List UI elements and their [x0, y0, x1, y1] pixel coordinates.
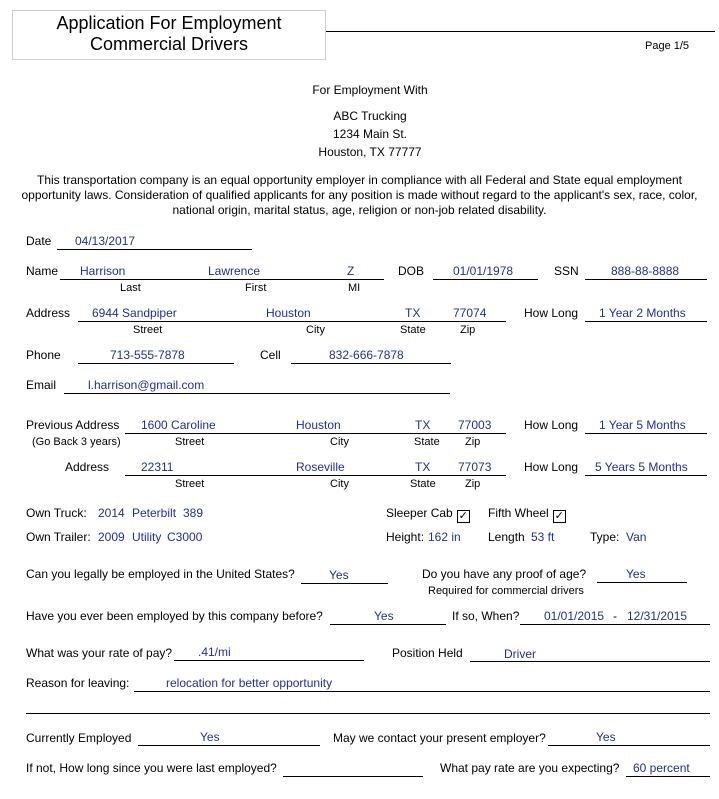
truck-model-field[interactable]: 389: [183, 506, 204, 520]
sleeper-cab-checkbox[interactable]: ✓: [458, 510, 468, 522]
proof-of-age-underline: [597, 582, 687, 583]
proof-of-age-label: Do you have any proof of age?: [422, 567, 587, 581]
prev1-underline: [125, 433, 506, 434]
prev1-zip-field[interactable]: 77003: [458, 418, 492, 432]
previous-address-label: Previous Address: [26, 418, 120, 432]
employer-city-state-zip: Houston, TX 77777: [318, 145, 422, 159]
currently-employed-field[interactable]: Yes: [200, 730, 220, 744]
address-label: Address: [26, 306, 71, 320]
eeo-statement-line1: This transportation company is an equal opportunity employer in compliance with all Federal and State equal employment: [36, 173, 683, 187]
type-field[interactable]: Van: [626, 530, 647, 544]
cell-underline: [291, 363, 451, 364]
prev1-city-field[interactable]: Houston: [296, 418, 341, 432]
address-how-long-underline: [585, 321, 707, 322]
currently-employed-label: Currently Employed: [26, 731, 132, 745]
cell-label: Cell: [260, 348, 281, 362]
prev1-zip-caption: Zip: [465, 436, 481, 448]
prev2-zip-caption: Zip: [465, 478, 481, 490]
reason-for-leaving-underline: [134, 691, 710, 692]
reason-for-leaving-label: Reason for leaving:: [26, 676, 130, 690]
prev2-city-caption: City: [330, 478, 349, 490]
email-field[interactable]: l.harrison@gmail.com: [88, 378, 205, 392]
street-caption: Street: [133, 324, 163, 336]
pay-expecting-underline: [626, 776, 710, 777]
employed-before-label: Have you ever been employed by this company before?: [26, 609, 323, 623]
go-back-note: (Go Back 3 years): [32, 436, 121, 448]
name-underline: [60, 279, 384, 280]
height-label: Height:: [386, 530, 425, 544]
legally-employed-underline: [301, 583, 388, 584]
last-caption: Last: [120, 282, 141, 294]
form-title: Application For Employment: [56, 13, 282, 33]
middle-initial-field[interactable]: Z: [347, 264, 355, 278]
truck-year-field[interactable]: 2014: [98, 506, 125, 520]
form-subtitle: Commercial Drivers: [89, 34, 248, 54]
eeo-statement-line3: national origin, marital status, age, religion or non-job related disability.: [172, 203, 547, 217]
prev1-street-caption: Street: [175, 436, 205, 448]
email-label: Email: [26, 378, 57, 392]
prev1-state-caption: State: [414, 436, 440, 448]
prev2-how-long-field[interactable]: 5 Years 5 Months: [595, 460, 688, 474]
eeo-statement-line2: opportunity laws. Consideration of qualified applicants for any position is made without regard to the applicant's sex, race, color,: [21, 188, 698, 202]
zip-caption: Zip: [460, 324, 476, 336]
address-street-field[interactable]: 6944 Sandpiper: [92, 306, 177, 320]
ssn-label: SSN: [554, 264, 579, 278]
reason-for-leaving-field[interactable]: relocation for better opportunity: [166, 676, 333, 690]
position-held-underline: [470, 661, 710, 662]
first-name-field[interactable]: Lawrence: [208, 264, 261, 278]
state-caption: State: [400, 324, 426, 336]
position-held-label: Position Held: [392, 646, 463, 660]
rate-of-pay-underline: [174, 660, 364, 661]
dob-label: DOB: [398, 264, 425, 278]
ssn-field[interactable]: 888-88-8888: [611, 264, 680, 278]
proof-of-age-note: Required for commercial drivers: [428, 585, 584, 597]
prev1-state-field[interactable]: TX: [415, 418, 431, 432]
prev2-street-field[interactable]: 22311: [141, 460, 174, 474]
address-state-field[interactable]: TX: [405, 306, 421, 320]
trailer-make-field[interactable]: Utility: [132, 530, 162, 544]
length-field[interactable]: 53 ft: [531, 530, 555, 544]
phone-label: Phone: [26, 348, 61, 362]
dob-underline: [433, 279, 538, 280]
phone-underline: [78, 363, 234, 364]
pay-expecting-field[interactable]: 60 percent: [633, 761, 690, 775]
how-long-label: How Long: [524, 306, 579, 320]
last-name-field[interactable]: Harrison: [80, 264, 126, 278]
own-trailer-label: Own Trailer:: [26, 530, 91, 544]
may-contact-underline: [548, 745, 710, 746]
pay-expecting-label: What pay rate are you expecting?: [440, 761, 620, 775]
page-number: Page 1/5: [645, 40, 690, 52]
legally-employed-field[interactable]: Yes: [329, 568, 349, 582]
prev2-state-field[interactable]: TX: [415, 460, 431, 474]
form-title-box: [12, 10, 326, 60]
position-held-field[interactable]: Driver: [504, 647, 536, 661]
city-caption: City: [306, 324, 325, 336]
employment-with-heading: For Employment With: [312, 83, 428, 97]
employed-before-underline: [330, 624, 446, 625]
address-underline: [78, 321, 506, 322]
sleeper-cab-label: [386, 506, 470, 523]
prev2-how-long-label: How Long: [524, 460, 579, 474]
currently-employed-underline: [138, 745, 320, 746]
prev2-city-field[interactable]: Roseville: [296, 460, 345, 474]
trailer-year-field[interactable]: 2009: [98, 530, 125, 544]
prev2-street-caption: Street: [175, 478, 205, 490]
prev1-street-field[interactable]: 1600 Caroline: [141, 418, 216, 432]
employed-from-date[interactable]: 01/01/2015: [544, 609, 605, 623]
may-contact-label: May we contact your present employer?: [333, 731, 546, 745]
employer-street: 1234 Main St.: [332, 127, 408, 141]
rate-of-pay-field[interactable]: .41/mi: [198, 645, 231, 659]
prev1-how-long-label: How Long: [524, 418, 579, 432]
fifth-wheel-text: Fifth Wheel: [488, 506, 549, 520]
ssn-underline: [585, 279, 707, 280]
own-truck-label: Own Truck:: [26, 506, 87, 520]
first-caption: First: [245, 282, 267, 294]
reason-for-leaving-underline-2: [26, 713, 710, 714]
prev2-how-long-underline: [585, 475, 707, 476]
legally-employed-label: Can you legally be employed in the United States?: [26, 567, 295, 581]
if-so-when-label: If so, When?: [452, 609, 520, 623]
employed-to-date[interactable]: 12/31/2015: [627, 609, 688, 623]
prev2-state-caption: State: [410, 478, 436, 490]
rate-of-pay-label: What was your rate of pay?: [26, 646, 173, 660]
prev1-city-caption: City: [330, 436, 349, 448]
employed-dates-underline: [520, 624, 710, 625]
date-label: Date: [26, 234, 52, 248]
how-long-since-underline: [283, 776, 423, 777]
truck-make-field[interactable]: Peterbilt: [132, 506, 177, 520]
address-how-long-field[interactable]: 1 Year 2 Months: [599, 306, 686, 320]
prev1-how-long-underline: [585, 433, 707, 434]
prev1-how-long-field[interactable]: 1 Year 5 Months: [599, 418, 686, 432]
may-contact-field[interactable]: Yes: [596, 730, 616, 744]
mi-caption: MI: [348, 282, 361, 294]
fifth-wheel-checkbox[interactable]: ✓: [554, 510, 564, 522]
how-long-since-label: If not, How long since you were last employed?: [26, 761, 277, 775]
address-zip-field[interactable]: 77074: [453, 306, 487, 320]
header-rule: [326, 31, 715, 32]
sleeper-cab-text: Sleeper Cab: [386, 506, 453, 520]
date-field[interactable]: 04/13/2017: [75, 234, 136, 248]
dob-field[interactable]: 01/01/1978: [453, 264, 514, 278]
trailer-model-field[interactable]: C3000: [167, 530, 203, 544]
prev2-underline: [125, 475, 506, 476]
prev2-zip-field[interactable]: 77073: [458, 460, 492, 474]
length-label: Length: [488, 530, 525, 544]
phone-field[interactable]: 713-555-7878: [110, 348, 185, 362]
address-city-field[interactable]: Houston: [266, 306, 311, 320]
employer-name: ABC Trucking: [333, 109, 407, 123]
cell-field[interactable]: 832-666-7878: [329, 348, 404, 362]
fifth-wheel-label: [488, 506, 566, 523]
name-label: Name: [26, 264, 59, 278]
type-label: Type:: [590, 530, 620, 544]
email-underline: [64, 393, 450, 394]
employed-before-field[interactable]: Yes: [374, 609, 394, 623]
height-field[interactable]: 162 in: [428, 530, 461, 544]
proof-of-age-field[interactable]: Yes: [626, 567, 646, 581]
prev2-address-label: Address: [65, 460, 110, 474]
date-range-separator: -: [613, 609, 617, 623]
date-underline: [57, 249, 252, 250]
